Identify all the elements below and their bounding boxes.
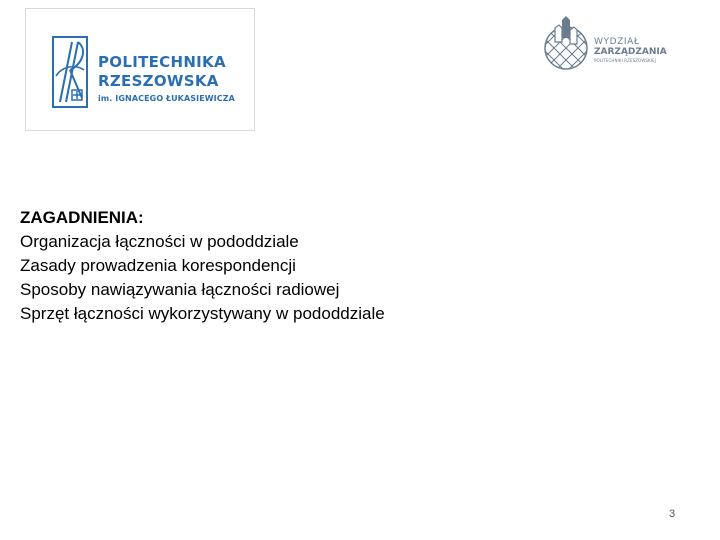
politechnika-logo (25, 8, 255, 131)
slide-content (20, 206, 385, 326)
wydzial-globe-icon (544, 16, 590, 72)
topic-item: Organizacja łączności w pododdziale (20, 232, 299, 251)
politechnika-line2: RZESZOWSKA (98, 72, 219, 90)
politechnika-line3: im. IGNACEGO ŁUKASIEWICZA (98, 94, 235, 103)
page-number: 3 (669, 508, 676, 520)
wydzial-line2: ZARZĄDZANIA (594, 47, 667, 57)
wydzial-line3: POLITECHNIKI RZESZOWSKIEJ (594, 58, 656, 63)
politechnika-line1: POLITECHNIKA (98, 53, 226, 71)
slide-heading: ZAGADNIENIA: (20, 208, 144, 227)
politechnika-emblem-icon (52, 36, 88, 108)
topic-item: Sprzęt łączności wykorzystywany w pododdziale (20, 304, 385, 323)
politechnika-wordmark (98, 55, 235, 103)
wydzial-logo (544, 16, 684, 72)
wydzial-line1: WYDZIAŁ (594, 37, 640, 47)
topic-item: Sposoby nawiązywania łączności radiowej (20, 280, 340, 299)
topic-item: Zasady prowadzenia korespondencji (20, 256, 296, 275)
wydzial-wordmark (594, 38, 667, 63)
